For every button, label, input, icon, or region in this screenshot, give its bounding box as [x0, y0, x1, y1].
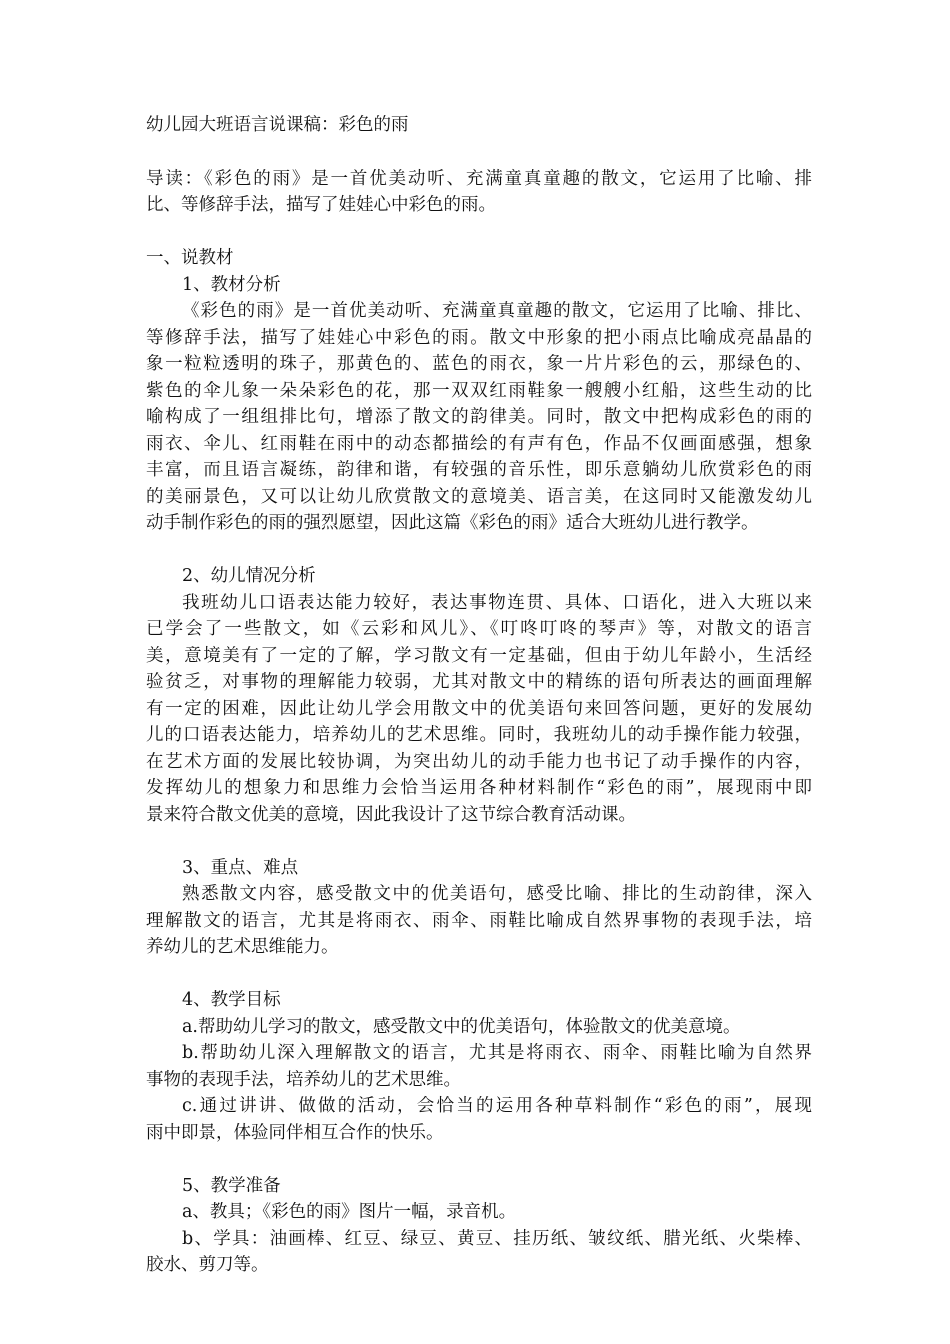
- objective-line: 事物的表现手法，培养幼儿的艺术思维。: [146, 1069, 461, 1090]
- paragraph-line: 有一定的困难，因此让幼儿学会用散文中的优美语句来回答问题，更好的发展幼: [146, 698, 812, 719]
- objective-line: 雨中即景，体验同伴相互合作的快乐。: [146, 1122, 444, 1143]
- paragraph-line: 紫色的伞儿象一朵朵彩色的花，那一双双红雨鞋象一艘艘小红船，这些生动的比: [146, 380, 812, 401]
- paragraph-line: 景来符合散文优美的意境，因此我设计了这节综合教育活动课。: [146, 804, 636, 825]
- paragraph-line: 发挥幼儿的想象力和思维力会恰当运用各种材料制作“彩色的雨”，展现雨中即: [146, 778, 812, 798]
- paragraph-line: 理解散文的语言，尤其是将雨衣、雨伞、雨鞋比喻成自然界事物的表现手法，培: [146, 910, 812, 931]
- paragraph-line: 丰富，而且语言凝练，韵律和谐，有较强的音乐性，即乐意躺幼儿欣赏彩色的雨: [146, 460, 812, 480]
- paragraph-line: 验贫乏，对事物的理解能力较弱，尤其对散文中的精练的语句所表达的画面理解: [146, 672, 812, 692]
- intro-line: 比、等修辞手法，描写了娃娃心中彩色的雨。: [146, 195, 496, 215]
- preparation-line: a、教具；《彩色的雨》图片一幅，录音机。: [182, 1202, 517, 1222]
- preparation-line: b、学具：油画棒、红豆、绿豆、黄豆、挂历纸、皱纹纸、腊光纸、火柴棒、: [182, 1228, 812, 1249]
- paragraph-line: 养幼儿的艺术思维能力。: [146, 937, 339, 957]
- intro-line: 导读：《彩色的雨》是一首优美动听、充满童真童趣的散文，它运用了比喻、排: [146, 168, 812, 189]
- paragraph-line: 在艺术方面的发展比较协调，为突出幼儿的动手能力也书记了动手操作的内容，: [146, 751, 812, 772]
- document-page: [146, 112, 812, 1279]
- paragraph-line: 我班幼儿口语表达能力较好，表达事物连贯、具体、口语化，进入大班以来: [182, 592, 812, 613]
- paragraph-line: 等修辞手法，描写了娃娃心中彩色的雨。散文中形象的把小雨点比喻成亮晶晶的: [146, 327, 812, 348]
- document-title: 幼儿园大班语言说课稿：彩色的雨: [146, 115, 409, 135]
- paragraph-line: 《彩色的雨》是一首优美动听、充满童真童趣的散文，它运用了比喻、排比、: [182, 301, 812, 321]
- preparation-line: 胶水、剪刀等。: [146, 1255, 269, 1275]
- paragraph-line: 熟悉散文内容，感受散文中的优美语句，感受比喻、排比的生动韵律，深入: [182, 884, 812, 904]
- subsection-heading: 5、教学准备: [182, 1175, 281, 1196]
- paragraph-line: 儿的口语表达能力，培养幼儿的艺术思维。同时，我班幼儿的动手操作能力较强，: [146, 725, 812, 745]
- paragraph-line: 喻构成了一组组排比句，增添了散文的韵律美。同时，散文中把构成彩色的雨的: [146, 407, 812, 427]
- subsection-heading: 3、重点、难点: [182, 857, 299, 878]
- paragraph-line: 雨衣、伞儿、红雨鞋在雨中的动态都描绘的有声有色，作品不仅画面感强，想象: [146, 433, 812, 454]
- objective-line: b.帮助幼儿深入理解散文的语言，尤其是将雨衣、雨伞、雨鞋比喻为自然界: [182, 1043, 812, 1063]
- paragraph-line: 动手制作彩色的雨的强烈愿望，因此这篇《彩色的雨》适合大班幼儿进行教学。: [146, 513, 759, 533]
- paragraph-line: 美，意境美有了一定的了解，学习散文有一定基础，但由于幼儿年龄小，生活经: [146, 645, 812, 666]
- objective-line: c.通过讲讲、做做的活动，会恰当的运用各种草料制作“彩色的雨”，展现: [182, 1096, 812, 1116]
- paragraph-line: 已学会了一些散文，如《云彩和风儿》、《叮咚叮咚的琴声》等，对散文的语言: [146, 619, 812, 639]
- subsection-heading: 4、教学目标: [182, 990, 281, 1010]
- subsection-heading: 1、教材分析: [182, 274, 281, 295]
- section-heading: 一、说教材: [146, 248, 234, 268]
- paragraph-line: 象一粒粒透明的珠子，那黄色的、蓝色的雨衣，象一片片彩色的云，那绿色的、: [146, 354, 812, 374]
- paragraph-line: 的美丽景色，又可以让幼儿欣赏散文的意境美、语言美，在这同时又能激发幼儿: [146, 486, 812, 507]
- subsection-heading: 2、幼儿情况分析: [182, 566, 316, 586]
- objective-line: a.帮助幼儿学习的散文，感受散文中的优美语句，体验散文的优美意境。: [182, 1016, 741, 1037]
